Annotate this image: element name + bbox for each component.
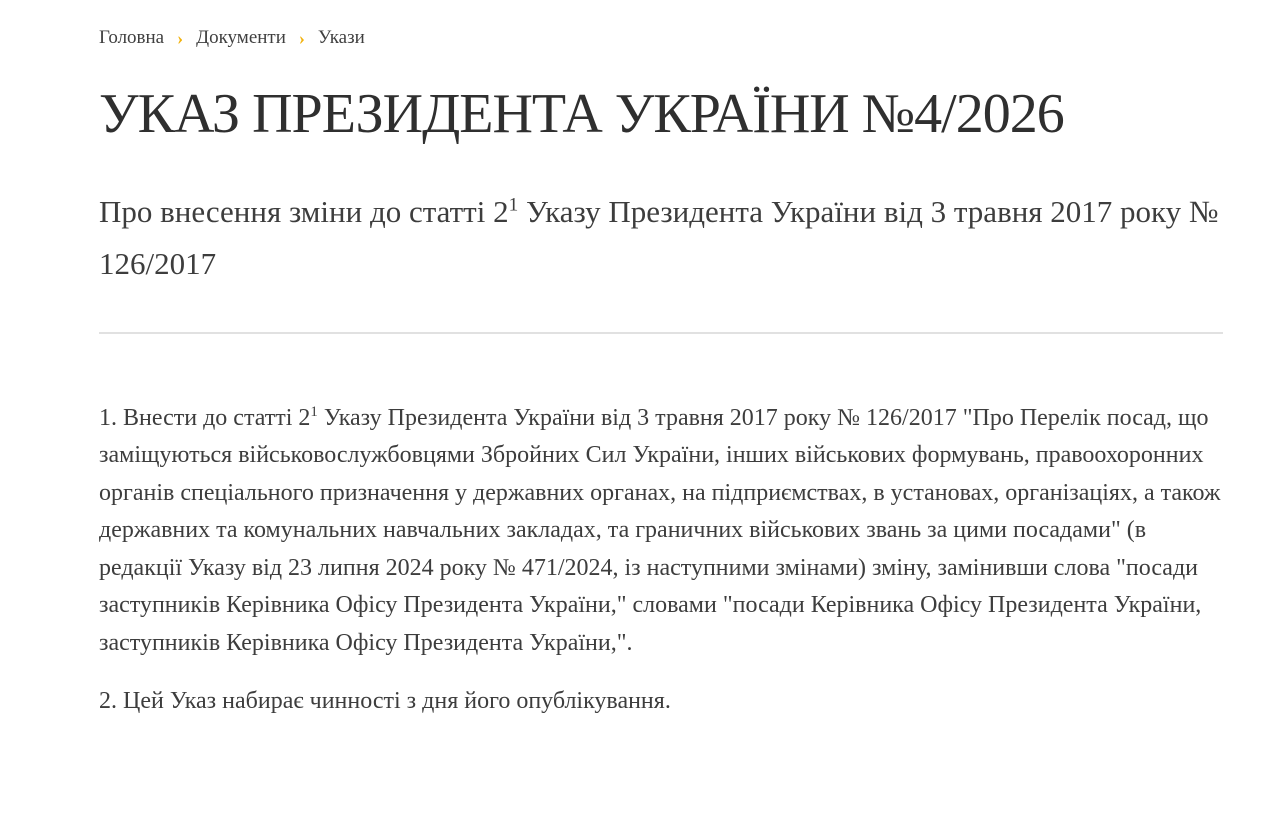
decree-body [99,400,1223,721]
breadcrumb-link-documents[interactable]: Документи [196,27,286,48]
paragraph-text: 1. Внести до статті 2 [99,404,311,431]
subtitle-text: Про внесення зміни до статті 2 [99,193,509,229]
divider [99,332,1223,334]
paragraph-text: Указу Президента України від 3 травня 2017 року № 126/2017 "Про Перелік посад, що заміщуються військовослужбовцями Збройних Сил України, інших військових формувань, правоохоронних органів спеціального призначення у державних органах, на підприємствах, в установах, організаціях, а також державних та комунальних навчальних закладах, та граничних військових звань за цими посадами" (в редакції Указу від 23 липня 2024 року № 471/2024, із наступними змінами) зміну, замінивши слова "посади заступників Керівника Офісу Президента України," словами "посади Керівника Офісу Президента України, заступників Керівника Офісу Президента України,". [99,404,1221,656]
chevron-right-icon: › [298,28,305,48]
chevron-right-icon: › [177,28,184,48]
breadcrumb-link-decrees[interactable]: Укази [317,27,365,48]
page-container [99,0,1223,721]
superscript: 1 [508,194,519,216]
decree-paragraph-2: 2. Цей Указ набирає чинності з дня його опублікування. [99,688,671,715]
decree-paragraph-1 [99,400,1223,663]
subtitle-text: Указу Президента України від 3 травня 2017 року № 126/2017 [99,193,1219,281]
page-title: УКАЗ ПРЕЗИДЕНТА УКРАЇНИ №4/2026 [99,83,1064,145]
document-subtitle [99,186,1223,290]
breadcrumb-link-home[interactable]: Головна [99,27,165,48]
breadcrumb [99,0,1223,49]
superscript: 1 [310,403,318,420]
